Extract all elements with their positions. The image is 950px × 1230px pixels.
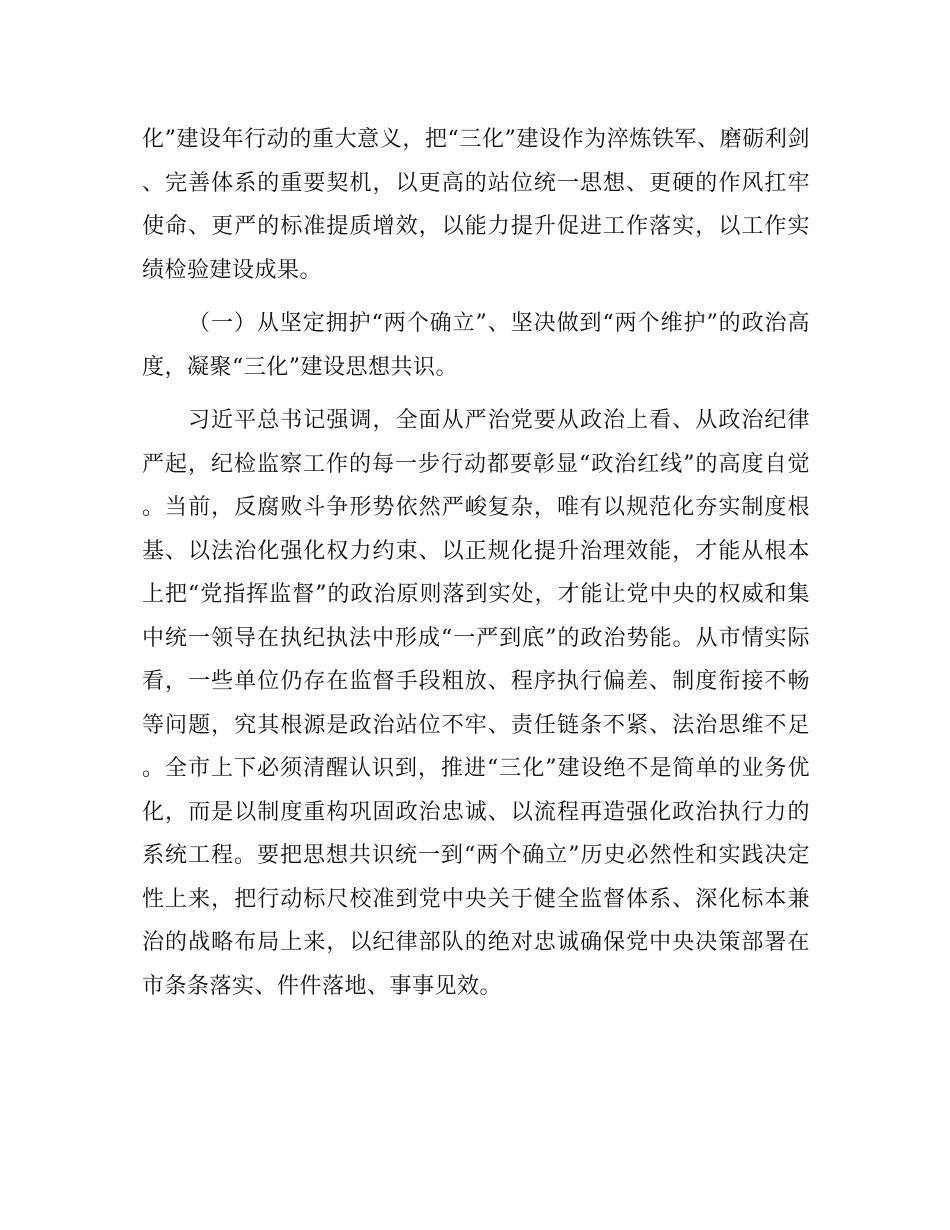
paragraph-body: 习近平总书记强调，全面从严治党要从政治上看、从政治纪律严起，纪检监察工作的每一步行动都要彰显“政治红线”的高度自觉。当前，反腐败斗争形势依然严峻复杂，唯有以规范化夯实制度根基、以法治化强化权力约束、以正规化提升治理效能，才能从根本上把“党指挥监督”的政治原则落到实处，才能让党中央的权威和集中统一领导在执纪执法中形成“一严到底”的政治势能。从市情实际看，一些单位仍存在监督手段粗放、程序执行偏差、制度衔接不畅等问题，究其根源是政治站位不牢、责任链条不紧、法治思维不足。全市上下必须清醒认识到，推进“三化”建设绝不是简单的业务优化，而是以制度重构巩固政治忠诚、以流程再造强化政治执行力的系统工程。要把思想共识统一到“两个确立”历史必然性和实践决定性上来，把行动标尺校准到党中央关于健全监督体系、深化标本兼治的战略布局上来，以纪律部队的绝对忠诚确保党中央决策部署在市条条落实、件件落地、事事见效。 <box>142 408 810 999</box>
section-heading: （一）从坚定拥护“两个确立”、坚决做到“两个维护”的政治高度，凝聚“三化”建设思想共识。 <box>142 311 810 380</box>
document-body <box>142 118 810 1008</box>
paragraph-continuation: 化”建设年行动的重大意义，把“三化”建设作为淬炼铁军、磨砺利剑、完善体系的重要契机，以更高的站位统一思想、更硬的作风扛牢使命、更严的标准提质增效，以能力提升促进工作落实，以工作实绩检验建设成果。 <box>142 127 810 283</box>
